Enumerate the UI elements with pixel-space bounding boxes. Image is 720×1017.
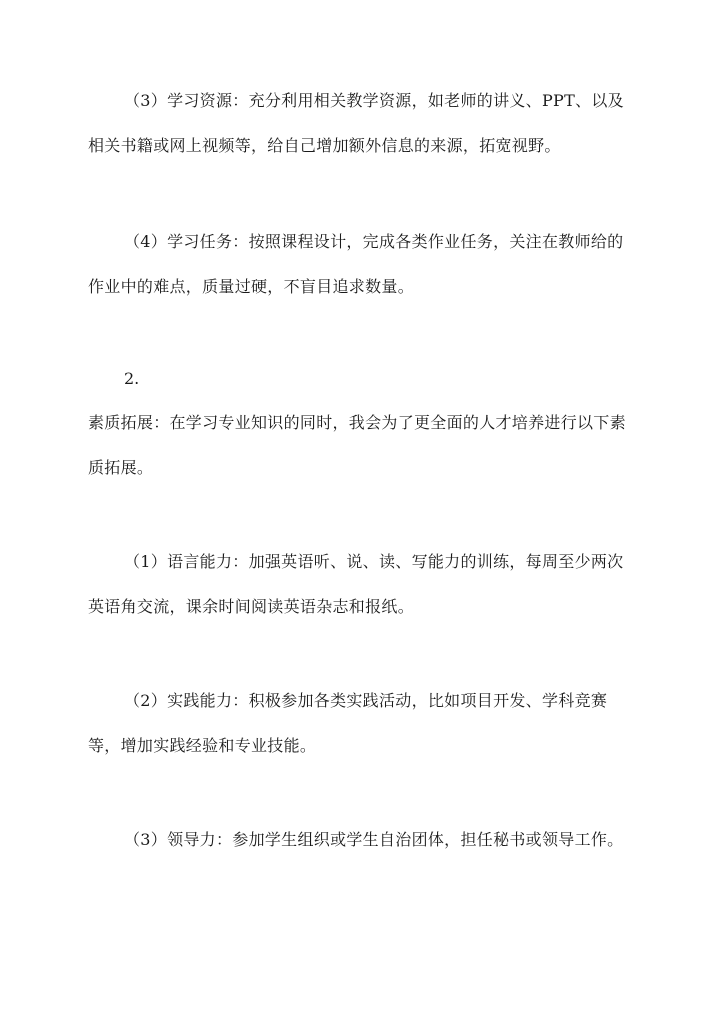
paragraph-quality-development: 素质拓展：在学习专业知识的同时，我会为了更全面的人才培养进行以下素质拓展。: [88, 413, 626, 477]
paragraph-learning-resources: （3）学习资源：充分利用相关教学资源，如老师的讲义、PPT、以及相关书籍或网上视频等，给自己增加额外信息的来源，拓宽视野。: [88, 91, 624, 155]
paragraph-language-ability: （1）语言能力：加强英语听、说、读、写能力的训练，每周至少两次英语角交流，课余时间阅读英语杂志和报纸。: [88, 552, 624, 616]
section-number: 2.: [124, 369, 140, 388]
paragraph-practical-ability: （2）实践能力：积极参加各类实践活动，比如项目开发、学科竞赛等，增加实践经验和专业技能。: [88, 691, 608, 755]
paragraph-leadership: （3）领导力：参加学生组织或学生自治团体，担任秘书或领导工作。: [124, 830, 624, 849]
paragraph-learning-tasks: （4）学习任务：按照课程设计，完成各类作业任务，关注在教师给的作业中的难点，质量过硬，不盲目追求数量。: [88, 232, 624, 296]
